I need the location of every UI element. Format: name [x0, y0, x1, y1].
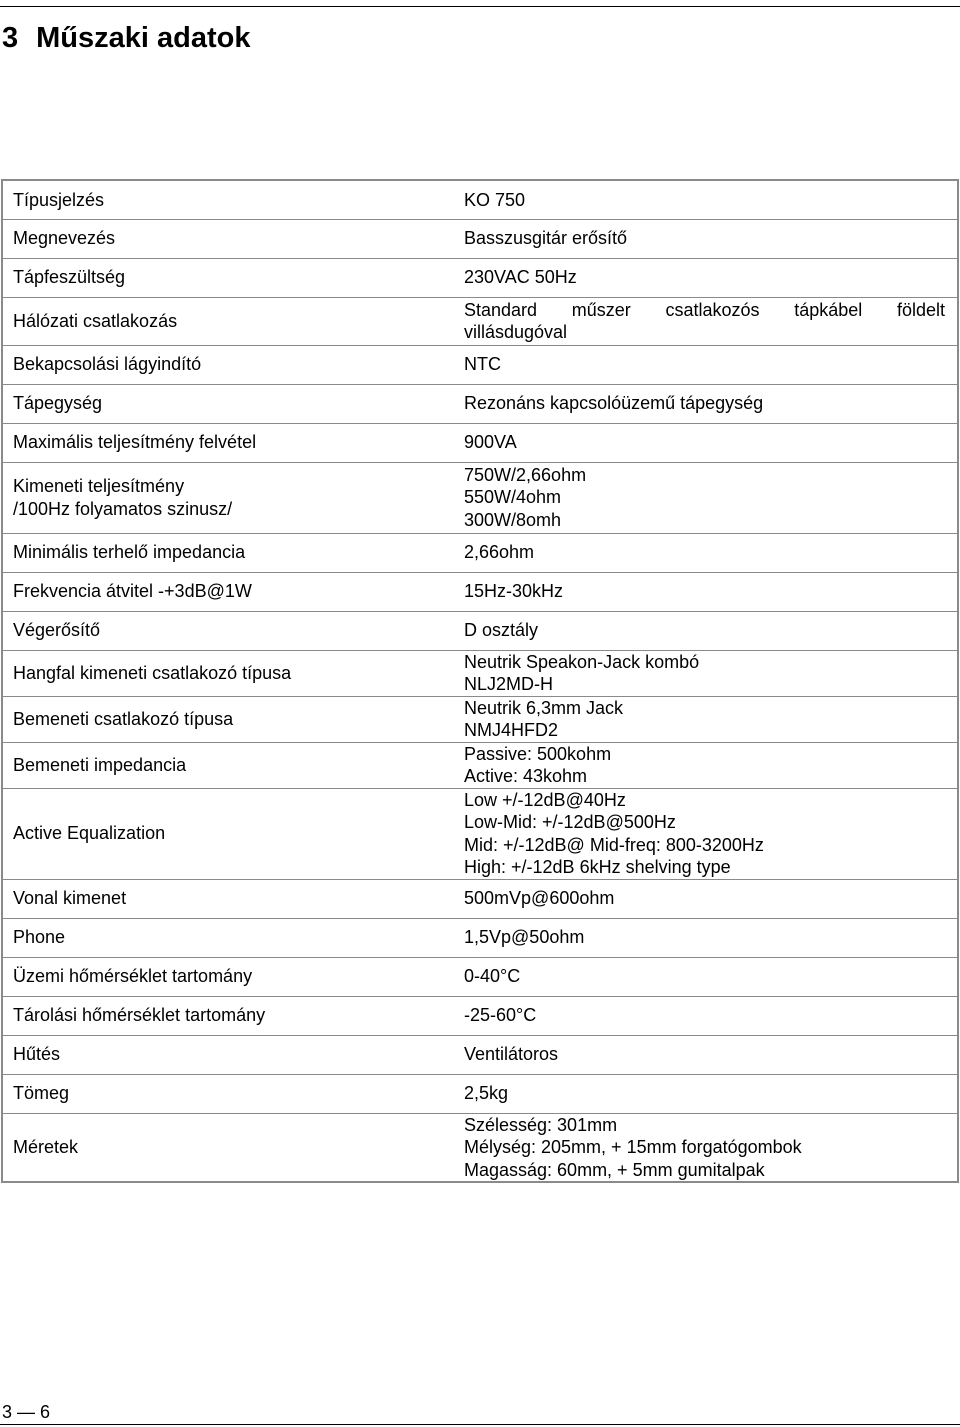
spec-row-soft-start — [2, 345, 958, 384]
spec-label: Vonal kimenet — [2, 879, 452, 918]
spec-row-type — [2, 180, 958, 219]
spec-label: Active Equalization — [2, 788, 452, 879]
spec-label: Bemeneti csatlakozó típusa — [2, 696, 452, 742]
spec-row-weight — [2, 1074, 958, 1113]
spec-value: 0-40°C — [452, 957, 958, 996]
bottom-rule — [0, 1424, 960, 1425]
spec-row-line-out — [2, 879, 958, 918]
spec-label: Méretek — [2, 1113, 452, 1182]
spec-row-operating-temp — [2, 957, 958, 996]
spec-value: 2,66ohm — [452, 533, 958, 572]
spec-value-line: Low +/-12dB@40Hz — [464, 789, 626, 810]
spec-label: Hangfal kimeneti csatlakozó típusa — [2, 650, 452, 696]
spec-value: D osztály — [452, 611, 958, 650]
spec-value-line: Szélesség: 301mm — [464, 1114, 618, 1135]
spec-value-line: Active: 43kohm — [464, 766, 588, 786]
spec-value-word: csatlakozós — [665, 299, 760, 320]
top-rule — [0, 6, 960, 7]
spec-value: 1,5Vp@50ohm — [452, 918, 958, 957]
spec-label: Típusjelzés — [2, 180, 452, 219]
spec-value-word: tápkábel — [794, 299, 863, 320]
section-title: Műszaki adatok — [36, 22, 251, 54]
spec-row-power-amp — [2, 611, 958, 650]
spec-value: Rezonáns kapcsolóüzemű tápegység — [452, 384, 958, 423]
spec-value-line: Mid: +/-12dB@ Mid-freq: 800-3200Hz — [464, 834, 764, 855]
spec-label: Tápfeszültség — [2, 258, 452, 297]
spec-value: Ventilátoros — [452, 1035, 958, 1074]
spec-row-supply-voltage — [2, 258, 958, 297]
spec-value-line: NLJ2MD-H — [464, 674, 554, 694]
spec-value: 230VAC 50Hz — [452, 258, 958, 297]
spec-label: Hálózati csatlakozás — [2, 297, 452, 345]
spec-label: Phone — [2, 918, 452, 957]
spec-value — [452, 696, 958, 742]
spec-label: Hűtés — [2, 1035, 452, 1074]
spec-value — [452, 297, 958, 345]
spec-row-dimensions — [2, 1113, 958, 1182]
section-number: 3 — [2, 22, 19, 54]
spec-row-output-power — [2, 462, 958, 533]
spec-label: Tárolási hőmérséklet tartomány — [2, 996, 452, 1035]
spec-label: Minimális terhelő impedancia — [2, 533, 452, 572]
spec-row-name — [2, 219, 958, 258]
spec-row-active-eq — [2, 788, 958, 879]
spec-value — [452, 1113, 958, 1182]
spec-value-line: Magasság: 60mm, + 5mm gumitalpak — [464, 1159, 765, 1180]
specs-table — [1, 179, 959, 1183]
spec-value: 15Hz-30kHz — [452, 572, 958, 611]
spec-value — [452, 788, 958, 879]
spec-row-phone — [2, 918, 958, 957]
spec-value: Basszusgitár erősítő — [452, 219, 958, 258]
spec-value-line: Neutrik Speakon-Jack kombó — [464, 651, 700, 672]
spec-value-word: földelt — [896, 299, 945, 320]
spec-row-cooling — [2, 1035, 958, 1074]
spec-value: NTC — [452, 345, 958, 384]
spec-label: Üzemi hőmérséklet tartomány — [2, 957, 452, 996]
spec-value: 900VA — [452, 423, 958, 462]
spec-label: Maximális teljesítmény felvétel — [2, 423, 452, 462]
spec-value-line: Neutrik 6,3mm Jack — [464, 697, 624, 718]
spec-label: Bekapcsolási lágyindító — [2, 345, 452, 384]
spec-value-justified-line — [464, 299, 945, 322]
spec-label: Tápegység — [2, 384, 452, 423]
page-number: 3 — 6 — [2, 1402, 51, 1422]
spec-label: Tömeg — [2, 1074, 452, 1113]
spec-label: Végerősítő — [2, 611, 452, 650]
spec-label: Frekvencia átvitel -+3dB@1W — [2, 572, 452, 611]
spec-label-line: /100Hz folyamatos szinusz/ — [13, 498, 233, 519]
spec-row-mains-connection — [2, 297, 958, 345]
spec-value-line: villásdugóval — [464, 322, 568, 342]
spec-row-speaker-connector — [2, 650, 958, 696]
spec-value — [452, 462, 958, 533]
spec-value-word: műszer — [571, 299, 631, 320]
spec-label: Megnevezés — [2, 219, 452, 258]
spec-value: KO 750 — [452, 180, 958, 219]
spec-value-line: Low-Mid: +/-12dB@500Hz — [464, 812, 676, 832]
spec-value-line: 300W/8omh — [464, 509, 562, 530]
spec-label — [2, 462, 452, 533]
spec-row-input-connector — [2, 696, 958, 742]
spec-value-line: 750W/2,66ohm — [464, 464, 587, 485]
spec-row-input-impedance — [2, 742, 958, 788]
spec-value: 2,5kg — [452, 1074, 958, 1113]
spec-value-line: High: +/-12dB 6kHz shelving type — [464, 857, 731, 877]
spec-row-min-load — [2, 533, 958, 572]
spec-value-line: Mélység: 205mm, + 15mm forgatógombok — [464, 1137, 802, 1157]
spec-value-word: Standard — [464, 299, 538, 320]
spec-value: -25-60°C — [452, 996, 958, 1035]
spec-row-max-power-input — [2, 423, 958, 462]
spec-label: Bemeneti impedancia — [2, 742, 452, 788]
spec-row-storage-temp — [2, 996, 958, 1035]
spec-value-line: NMJ4HFD2 — [464, 720, 559, 740]
spec-row-freq-response — [2, 572, 958, 611]
spec-value — [452, 742, 958, 788]
spec-value: 500mVp@600ohm — [452, 879, 958, 918]
spec-value — [452, 650, 958, 696]
spec-value-line: 550W/4ohm — [464, 487, 562, 508]
spec-row-power-supply — [2, 384, 958, 423]
spec-label-line: Kimeneti teljesítmény — [13, 476, 185, 496]
spec-value-line: Passive: 500kohm — [464, 743, 612, 764]
section-heading — [2, 22, 250, 55]
